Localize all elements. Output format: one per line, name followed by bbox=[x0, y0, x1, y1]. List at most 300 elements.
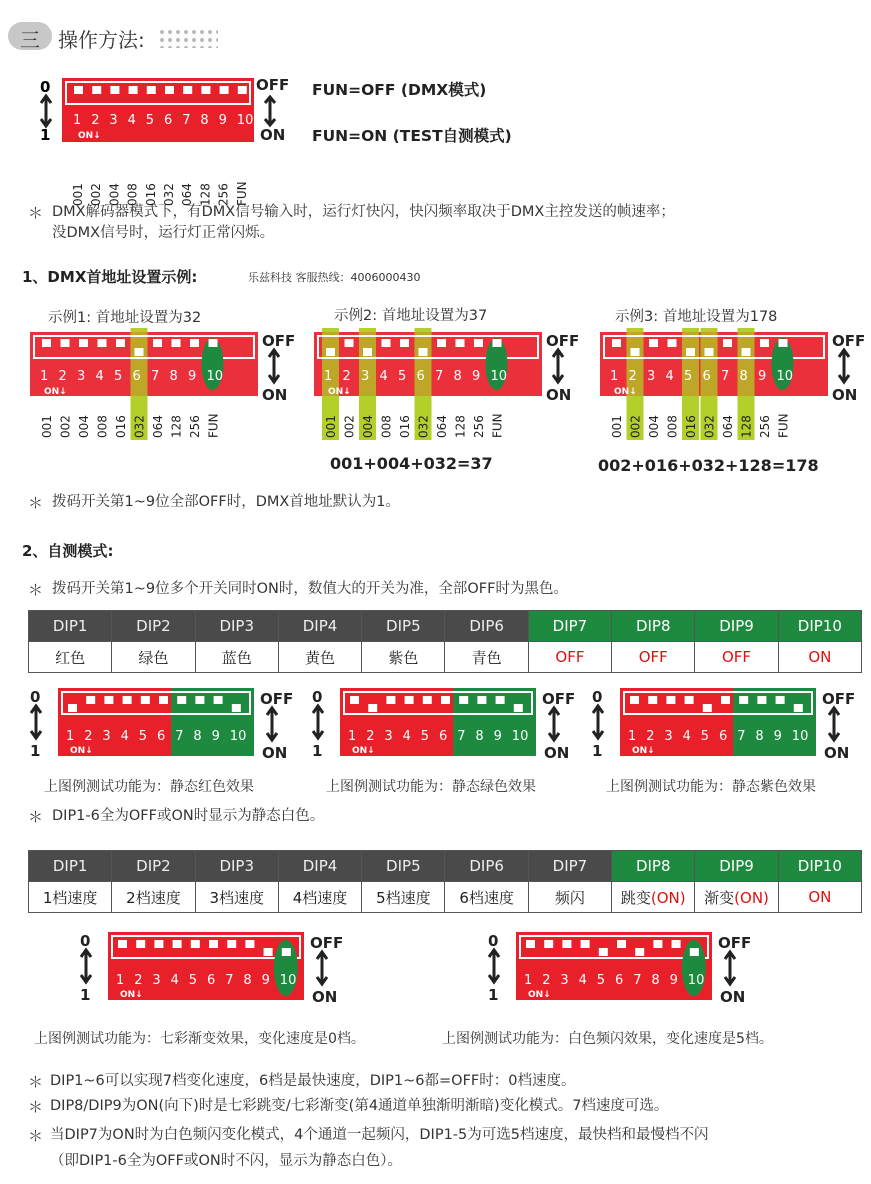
example3-label: 示例3: 首地址设置为178 bbox=[615, 309, 778, 325]
table-header: DIP6 bbox=[445, 611, 528, 642]
zero-label: 0 bbox=[40, 78, 51, 96]
address-label: 064 bbox=[180, 183, 195, 206]
switch-key bbox=[723, 339, 732, 347]
address-label: 256 bbox=[472, 415, 486, 438]
switch-number: 8 bbox=[475, 729, 484, 744]
switch-number: 10 bbox=[791, 729, 809, 744]
switch-number: 6 bbox=[702, 369, 711, 384]
switch-number: 9 bbox=[188, 369, 197, 384]
table-cell: 红色 bbox=[29, 642, 112, 673]
switch-number: 1 bbox=[324, 369, 333, 384]
switch-key bbox=[423, 696, 432, 704]
switch-number: 3 bbox=[664, 729, 673, 744]
address-label: 016 bbox=[143, 183, 158, 206]
note3-text: 拨码开关第1~9位多个开关同时ON时，数值大的开关为准，全部OFF时为黑色。 bbox=[52, 581, 568, 597]
table-header: DIP2 bbox=[112, 851, 195, 882]
note1-line1: DMX解码器模式下，有DMX信号输入时，运行灯快闪，快闪频率取决于DMX主控发送的帧速率； bbox=[52, 204, 675, 220]
switch-number: 2 bbox=[366, 729, 375, 744]
address-label: 008 bbox=[665, 415, 680, 438]
one-label: 1 bbox=[30, 742, 41, 760]
switch-number: 10 bbox=[279, 973, 297, 988]
switch-key bbox=[776, 696, 785, 704]
switch-key bbox=[61, 339, 70, 347]
header-dots bbox=[158, 28, 218, 48]
example2-label: 示例2: 首地址设置为37 bbox=[334, 308, 488, 324]
highlight-overlay bbox=[738, 332, 755, 396]
switch-key bbox=[649, 339, 658, 347]
switch-key bbox=[350, 696, 359, 704]
on-arrow-label: ON↓ bbox=[120, 990, 143, 1000]
switch-number: 6 bbox=[615, 973, 624, 988]
off-label: OFF bbox=[718, 934, 752, 952]
switch-key bbox=[141, 696, 150, 704]
switch-key bbox=[496, 696, 505, 704]
switch-key bbox=[104, 696, 113, 704]
example2-sum: 001+004+032=37 bbox=[330, 454, 493, 473]
switch-key bbox=[238, 86, 247, 94]
zero-label: 0 bbox=[592, 688, 603, 706]
switch-key bbox=[757, 696, 766, 704]
on-label: ON bbox=[262, 386, 288, 404]
table-cell: 黄色 bbox=[278, 642, 361, 673]
address-label: 008 bbox=[379, 415, 394, 438]
table-cell: 5档速度 bbox=[362, 882, 445, 913]
switch-key bbox=[136, 940, 145, 948]
off-label: OFF bbox=[262, 332, 296, 350]
switch-key bbox=[648, 696, 657, 704]
table-cell: OFF bbox=[528, 642, 611, 673]
switch-key bbox=[264, 948, 273, 956]
address-label: FUN bbox=[234, 181, 249, 206]
on-label: ON bbox=[832, 386, 858, 404]
note-star: ＊ bbox=[28, 1073, 44, 1091]
note4-text: DIP1-6全为OFF或ON时显示为静态白色。 bbox=[52, 808, 325, 824]
switch-key bbox=[668, 339, 677, 347]
test-switch-green bbox=[310, 686, 590, 770]
address-label: 032 bbox=[702, 415, 717, 438]
updown-arrow-icon bbox=[269, 350, 279, 382]
switch-number: 7 bbox=[151, 369, 160, 384]
highlight-overlay bbox=[131, 332, 148, 396]
switch-number: 4 bbox=[682, 729, 691, 744]
caption-red: 上图例测试功能为：静态红色效果 bbox=[44, 779, 254, 795]
switch-number: 10 bbox=[687, 973, 705, 988]
updown-arrow-icon bbox=[317, 952, 327, 984]
switch-number: 4 bbox=[379, 369, 388, 384]
switch-key bbox=[195, 696, 204, 704]
address-label: 256 bbox=[758, 415, 772, 438]
switch-number: 6 bbox=[439, 729, 448, 744]
table-cell: OFF bbox=[612, 642, 695, 673]
on-arrow-label: ON↓ bbox=[328, 387, 351, 397]
switch-key bbox=[173, 940, 182, 948]
switch-number: 1 bbox=[40, 369, 49, 384]
switch-number: 1 bbox=[116, 973, 125, 988]
switch-key bbox=[612, 339, 621, 347]
switch-number: 1 bbox=[66, 729, 75, 744]
switch-number: 1 bbox=[628, 729, 637, 744]
switch-key bbox=[456, 339, 465, 347]
table-cell: 1档速度 bbox=[29, 882, 112, 913]
table-cell: 频闪 bbox=[528, 882, 611, 913]
switch-number: 2 bbox=[91, 113, 100, 128]
updown-arrow-icon bbox=[262, 96, 278, 130]
switch-key bbox=[672, 940, 681, 948]
switch-key bbox=[581, 940, 590, 948]
cell-text: 跳变 bbox=[620, 888, 651, 907]
on-label: ON bbox=[262, 744, 288, 762]
switch-number: 2 bbox=[134, 973, 143, 988]
on-arrow-label: ON↓ bbox=[352, 746, 375, 756]
updown-arrow-icon bbox=[725, 952, 735, 984]
table-cell: 4档速度 bbox=[278, 882, 361, 913]
switch-number: 7 bbox=[435, 369, 444, 384]
switch-key bbox=[209, 940, 218, 948]
switch-number: 7 bbox=[175, 729, 184, 744]
address-label: 004 bbox=[361, 415, 375, 438]
switch-number: 7 bbox=[225, 973, 234, 988]
note-star: ＊ bbox=[28, 494, 44, 512]
table-header: DIP5 bbox=[362, 851, 445, 882]
address-label: FUN bbox=[490, 413, 505, 438]
switch-number: 6 bbox=[207, 973, 216, 988]
example2-switch bbox=[314, 328, 580, 462]
switch-key bbox=[159, 696, 168, 704]
table-header: DIP5 bbox=[362, 611, 445, 642]
table-cell: OFF bbox=[695, 642, 778, 673]
note-star: ＊ bbox=[28, 1127, 44, 1145]
on-arrow-label: ON↓ bbox=[70, 746, 93, 756]
switch-number: 7 bbox=[633, 973, 642, 988]
note5-text: DIP1~6可以实现7档变化速度，6档是最快速度，DIP1~6都=OFF时：0档速度。 bbox=[50, 1073, 576, 1089]
switch-number: 5 bbox=[420, 729, 430, 744]
switch-number: 4 bbox=[170, 973, 179, 988]
zero-label: 0 bbox=[30, 688, 41, 706]
switch-number: 5 bbox=[138, 729, 148, 744]
caption-rainbow: 上图例测试功能为：七彩渐变效果，变化速度是0档。 bbox=[34, 1031, 365, 1047]
switch-number: 3 bbox=[647, 369, 656, 384]
table-cell: 青色 bbox=[445, 642, 528, 673]
zero-label: 0 bbox=[312, 688, 323, 706]
switch-number: 5 bbox=[114, 369, 123, 384]
example3-sum: 002+016+032+128=178 bbox=[598, 456, 819, 475]
updown-arrow-icon bbox=[593, 706, 603, 738]
color-table bbox=[28, 610, 862, 673]
address-label: 256 bbox=[188, 415, 202, 438]
switch-number: 8 bbox=[453, 369, 462, 384]
address-label: 016 bbox=[398, 415, 412, 438]
one-label: 1 bbox=[40, 126, 51, 144]
switch-key bbox=[245, 940, 254, 948]
switch-key bbox=[382, 339, 391, 347]
switch-number: 6 bbox=[719, 729, 728, 744]
switch-number: 9 bbox=[773, 729, 782, 744]
highlight-overlay bbox=[682, 332, 699, 396]
cell-text: 渐变 bbox=[704, 888, 735, 907]
switch-key bbox=[635, 948, 644, 956]
switch-number: 5 bbox=[145, 113, 155, 128]
note7-text: 当DIP7为ON时为白色频闪变化模式，4个通道一起频闪，DIP1-5为可选5档速度，最快档和最慢档不闪 bbox=[50, 1127, 709, 1143]
switch-key bbox=[153, 339, 162, 347]
switch-key bbox=[201, 86, 210, 94]
switch-number: 4 bbox=[665, 369, 674, 384]
address-label: 001 bbox=[40, 415, 54, 438]
on-label: ON bbox=[260, 126, 286, 144]
switch-key bbox=[794, 704, 803, 712]
switch-number: 3 bbox=[384, 729, 393, 744]
switch-number: 2 bbox=[646, 729, 655, 744]
switch-key bbox=[209, 339, 218, 347]
switch-key bbox=[419, 348, 428, 356]
table-header: DIP1 bbox=[29, 851, 112, 882]
switch-number: 4 bbox=[402, 729, 411, 744]
switch-number: 6 bbox=[157, 729, 166, 744]
switch-number: 6 bbox=[132, 369, 141, 384]
switch-key bbox=[86, 696, 95, 704]
switch-key bbox=[631, 348, 640, 356]
caption-purple: 上图例测试功能为：静态紫色效果 bbox=[606, 779, 816, 795]
table-header: DIP9 bbox=[695, 611, 778, 642]
table-cell: 蓝色 bbox=[195, 642, 278, 673]
switch-number: 6 bbox=[164, 113, 173, 128]
on-arrow-label: ON↓ bbox=[614, 387, 637, 397]
address-label: 008 bbox=[95, 415, 110, 438]
off-label: OFF bbox=[256, 76, 290, 94]
address-label: 001 bbox=[610, 415, 624, 438]
note7-continued: （即DIP1-6全为OFF或ON时不闪，显示为静态白色）。 bbox=[50, 1153, 402, 1169]
switch-number: 7 bbox=[457, 729, 466, 744]
switch-key bbox=[183, 86, 192, 94]
on-arrow-label: ON↓ bbox=[44, 387, 67, 397]
address-label: 128 bbox=[169, 415, 184, 438]
switch-key bbox=[116, 339, 125, 347]
switch-key bbox=[666, 696, 675, 704]
switch-number: 10 bbox=[776, 369, 794, 384]
switch-key bbox=[459, 696, 468, 704]
on-arrow-label: ON↓ bbox=[78, 131, 101, 141]
hotline-text: 乐兹科技 客服热线：4006000430 bbox=[248, 271, 421, 284]
switch-key bbox=[177, 696, 186, 704]
switch-number: 1 bbox=[524, 973, 533, 988]
one-label: 1 bbox=[488, 986, 499, 1004]
fun-off-text: FUN=OFF (DMX模式) bbox=[312, 81, 487, 99]
table-cell: 绿色 bbox=[112, 642, 195, 673]
switch-number: 8 bbox=[193, 729, 202, 744]
section-header bbox=[8, 20, 208, 54]
address-label: 002 bbox=[89, 183, 104, 206]
header-number: 三 bbox=[20, 28, 40, 52]
switch-number: 3 bbox=[152, 973, 161, 988]
table-cell: ON bbox=[778, 642, 861, 673]
switch-number: 8 bbox=[200, 113, 209, 128]
cell-suffix: (ON) bbox=[734, 888, 769, 907]
switch-key bbox=[123, 696, 132, 704]
switch-key bbox=[110, 86, 119, 94]
switch-key bbox=[760, 339, 769, 347]
switch-number: 8 bbox=[651, 973, 660, 988]
switch-key bbox=[98, 339, 107, 347]
switch-key bbox=[165, 86, 174, 94]
test-switch-rainbow bbox=[78, 930, 378, 1024]
test-switch-purple bbox=[590, 686, 870, 770]
address-label: 002 bbox=[58, 415, 73, 438]
updown-arrow-icon bbox=[829, 708, 839, 740]
switch-number: 9 bbox=[261, 973, 270, 988]
switch-key bbox=[118, 940, 127, 948]
switch-key bbox=[190, 339, 199, 347]
test-switch-red bbox=[28, 686, 308, 770]
address-label: 032 bbox=[132, 415, 147, 438]
switch-key bbox=[92, 86, 101, 94]
address-label: 016 bbox=[114, 415, 128, 438]
switch-number: 10 bbox=[229, 729, 247, 744]
address-label: 128 bbox=[739, 415, 754, 438]
table-header: DIP3 bbox=[195, 611, 278, 642]
one-label: 1 bbox=[312, 742, 323, 760]
on-label: ON bbox=[544, 744, 570, 762]
switch-number: 7 bbox=[182, 113, 191, 128]
address-label: 001 bbox=[324, 415, 338, 438]
table-header: DIP4 bbox=[278, 851, 361, 882]
on-label: ON bbox=[312, 988, 338, 1006]
switch-number: 1 bbox=[348, 729, 357, 744]
switch-key bbox=[405, 696, 414, 704]
switch-key bbox=[703, 704, 712, 712]
switch-key bbox=[617, 940, 626, 948]
switch-key bbox=[154, 940, 163, 948]
note2-text: 拨码开关第1~9位全部OFF时，DMX首地址默认为1。 bbox=[52, 494, 401, 510]
section2-title: 2、自测模式: bbox=[22, 542, 114, 560]
updown-arrow-icon bbox=[31, 706, 41, 738]
address-label: 002 bbox=[342, 415, 357, 438]
switch-key bbox=[526, 940, 535, 948]
switch-number: 2 bbox=[542, 973, 551, 988]
switch-number: 3 bbox=[361, 369, 370, 384]
switch-key bbox=[282, 948, 291, 956]
table-cell: 2档速度 bbox=[112, 882, 195, 913]
zero-label: 0 bbox=[488, 932, 499, 950]
example1-switch bbox=[30, 328, 296, 462]
zero-label: 0 bbox=[80, 932, 91, 950]
switch-number: 10 bbox=[490, 369, 508, 384]
on-label: ON bbox=[546, 386, 572, 404]
example1-label: 示例1: 首地址设置为32 bbox=[48, 310, 202, 326]
switch-key bbox=[227, 940, 236, 948]
switch-key bbox=[135, 348, 144, 356]
switch-key bbox=[562, 940, 571, 948]
switch-key bbox=[437, 339, 446, 347]
highlight-overlay bbox=[701, 332, 718, 396]
table-cell bbox=[612, 882, 695, 913]
switch-number: 5 bbox=[700, 729, 710, 744]
switch-key bbox=[630, 696, 639, 704]
updown-arrow-icon bbox=[81, 950, 91, 982]
switch-number: 8 bbox=[739, 369, 748, 384]
switch-number: 4 bbox=[120, 729, 129, 744]
switch-key bbox=[686, 348, 695, 356]
switch-key bbox=[474, 339, 483, 347]
note-star: ＊ bbox=[28, 581, 44, 599]
address-label: 001 bbox=[71, 183, 85, 206]
off-label: OFF bbox=[310, 934, 344, 952]
address-label: 016 bbox=[684, 415, 698, 438]
on-label: ON bbox=[824, 744, 850, 762]
switch-key bbox=[232, 704, 241, 712]
table-cell: 3档速度 bbox=[195, 882, 278, 913]
table-header: DIP3 bbox=[195, 851, 278, 882]
table-cell: 紫色 bbox=[362, 642, 445, 673]
switch-key bbox=[493, 339, 502, 347]
updown-arrow-icon bbox=[41, 96, 51, 126]
address-label: 256 bbox=[216, 183, 231, 206]
switch-number: 3 bbox=[77, 369, 86, 384]
switch-key bbox=[79, 339, 88, 347]
address-label: FUN bbox=[776, 413, 791, 438]
updown-arrow-icon bbox=[489, 950, 499, 982]
switch-number: 10 bbox=[236, 113, 254, 128]
table-header: DIP1 bbox=[29, 611, 112, 642]
address-label: 064 bbox=[435, 415, 449, 438]
switch-key bbox=[214, 696, 223, 704]
switch-key bbox=[690, 948, 699, 956]
address-label: 032 bbox=[162, 183, 176, 206]
caption-green: 上图例测试功能为：静态绿色效果 bbox=[326, 779, 536, 795]
table-header: DIP10 bbox=[778, 611, 861, 642]
updown-arrow-icon bbox=[839, 350, 849, 382]
switch-number: 3 bbox=[109, 113, 118, 128]
table-header: DIP2 bbox=[112, 611, 195, 642]
switch-key bbox=[42, 339, 51, 347]
speed-table bbox=[28, 850, 862, 913]
cell-suffix: (ON) bbox=[650, 888, 686, 907]
switch-number: 9 bbox=[669, 973, 678, 988]
table-header: DIP7 bbox=[528, 851, 611, 882]
switch-key bbox=[172, 339, 181, 347]
off-label: OFF bbox=[546, 332, 580, 350]
on-arrow-label: ON↓ bbox=[528, 990, 551, 1000]
off-label: OFF bbox=[832, 332, 866, 350]
switch-number: 4 bbox=[95, 369, 104, 384]
table-header: DIP7 bbox=[528, 611, 611, 642]
switch-number: 8 bbox=[755, 729, 764, 744]
switch-key bbox=[386, 696, 395, 704]
switch-key bbox=[345, 339, 354, 347]
switch-number: 10 bbox=[206, 369, 224, 384]
address-label: 004 bbox=[107, 183, 122, 206]
table-cell: ON bbox=[778, 882, 861, 913]
updown-arrow-icon bbox=[267, 708, 277, 740]
switch-number: 9 bbox=[758, 369, 767, 384]
address-label: 032 bbox=[416, 415, 431, 438]
switch-key bbox=[368, 704, 377, 712]
table-header: DIP8 bbox=[612, 611, 695, 642]
switch-number: 5 bbox=[596, 973, 606, 988]
address-label: FUN bbox=[206, 413, 221, 438]
one-label: 1 bbox=[80, 986, 91, 1004]
note-star: ＊ bbox=[28, 204, 44, 222]
switch-number: 4 bbox=[578, 973, 587, 988]
switch-number: 5 bbox=[188, 973, 198, 988]
address-label: 064 bbox=[721, 415, 735, 438]
switch-key bbox=[441, 696, 450, 704]
off-label: OFF bbox=[822, 690, 856, 708]
switch-number: 3 bbox=[102, 729, 111, 744]
on-label: ON bbox=[720, 988, 746, 1006]
switch-key bbox=[220, 86, 229, 94]
switch-key bbox=[191, 940, 200, 948]
switch-key bbox=[477, 696, 486, 704]
switch-number: 3 bbox=[560, 973, 569, 988]
